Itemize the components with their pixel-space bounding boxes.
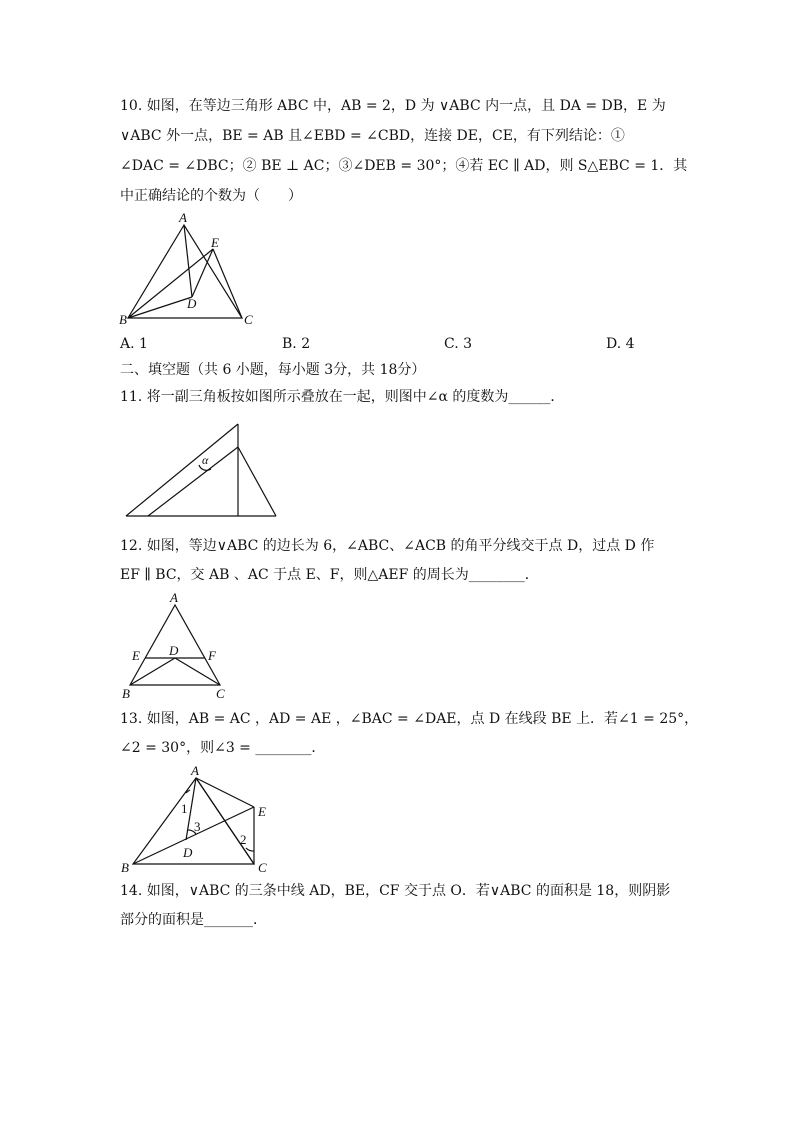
q10-option-b: B. 2 [282, 336, 311, 352]
q13-label-angle-3: 3 [194, 819, 201, 834]
q10-option-a: A. 1 [120, 336, 148, 352]
q13-triangles-diagram [115, 760, 275, 875]
q12-label-c: C [216, 686, 225, 701]
q12-label-f: F [208, 648, 216, 663]
q10-line-4: 中正确结论的个数为（ ） [120, 188, 302, 204]
q13-label-angle-1: 1 [181, 801, 188, 816]
q10-segment-ce [213, 249, 242, 318]
q10-line-3: ∠DAC = ∠DBC；② BE ⊥ AC；③∠DEB = 30°；④若 EC ∥ AD，则 S△EBC = 1．其 [120, 158, 688, 174]
q13-line-2: ∠2 = 30°，则∠3 = ________． [120, 740, 326, 756]
q10-triangle-diagram [110, 205, 270, 335]
section-2-title: 二、填空题（共 6 小题，每小题 3分，共 18分） [120, 362, 426, 378]
q11-short-hypotenuse [148, 447, 238, 516]
q13-figure [115, 760, 275, 875]
q13-label-b: B [121, 860, 129, 875]
q12-label-e: E [132, 648, 140, 663]
q11-set-squares-diagram [120, 415, 285, 525]
q10-segment-de [192, 249, 213, 297]
q10-figure [110, 205, 270, 335]
q10-label-c: C [244, 312, 253, 327]
q11-label-alpha: α [202, 453, 209, 467]
q13-label-angle-2: 2 [240, 832, 247, 847]
q10-label-b: B [119, 312, 127, 327]
q13-line-1: 13. 如图，AB = AC ，AD = AE ，∠BAC = ∠DAE，点 D 在线段 BE 上．若∠1 = 25°， [120, 711, 699, 727]
q14-line-1: 14. 如图，∨ABC 的三条中线 AD，BE，CF 交于点 O．若∨ABC 的面积是 18，则阴影 [120, 883, 671, 899]
q13-label-d: D [183, 845, 193, 860]
q11-long-hypotenuse [126, 424, 238, 516]
q10-option-d: D. 4 [606, 336, 635, 352]
q13-segment-ae [196, 778, 254, 807]
q13-segment-be [133, 807, 254, 864]
q10-segment-bd [128, 297, 192, 318]
q12-line-2: EF ∥ BC，交 AB 、AC 于点 E、F，则△AEF 的周长为________． [120, 567, 539, 583]
q13-segment-ac-inner [196, 778, 254, 864]
q14-line-2: 部分的面积是_______． [120, 912, 267, 928]
q13-label-a: A [191, 763, 199, 778]
q10-label-e: E [211, 235, 219, 250]
q12-label-d: D [169, 643, 179, 658]
q12-label-a: A [170, 590, 178, 605]
q10-label-a: A [179, 210, 187, 225]
q10-label-d: D [187, 296, 197, 311]
q12-figure [115, 587, 235, 702]
q10-segment-be [128, 249, 213, 318]
q10-line-2: ∨ABC 外一点，BE = AB 且∠EBD = ∠CBD，连接 DE，CE，有下列结论：① [120, 128, 625, 144]
q12-line-1: 12. 如图，等边∨ABC 的边长为 6，∠ABC、∠ACB 的角平分线交于点 D，过点 D 作 [120, 538, 655, 554]
q10-option-c: C. 3 [444, 336, 473, 352]
q11-right-edge [238, 447, 276, 516]
q10-line-1: 10. 如图，在等边三角形 ABC 中，AB = 2，D 为 ∨ABC 内一点，且 DA = DB，E 为 [120, 98, 666, 114]
q13-label-e: E [258, 804, 266, 819]
q11-text: 11. 将一副三角板按如图所示叠放在一起，则图中∠α 的度数为______． [120, 389, 565, 405]
q12-triangle-diagram [115, 587, 235, 702]
q12-label-b: B [122, 686, 130, 701]
q13-label-c: C [258, 860, 267, 875]
q11-figure [120, 415, 285, 525]
q13-angle-2-arc [246, 848, 254, 851]
